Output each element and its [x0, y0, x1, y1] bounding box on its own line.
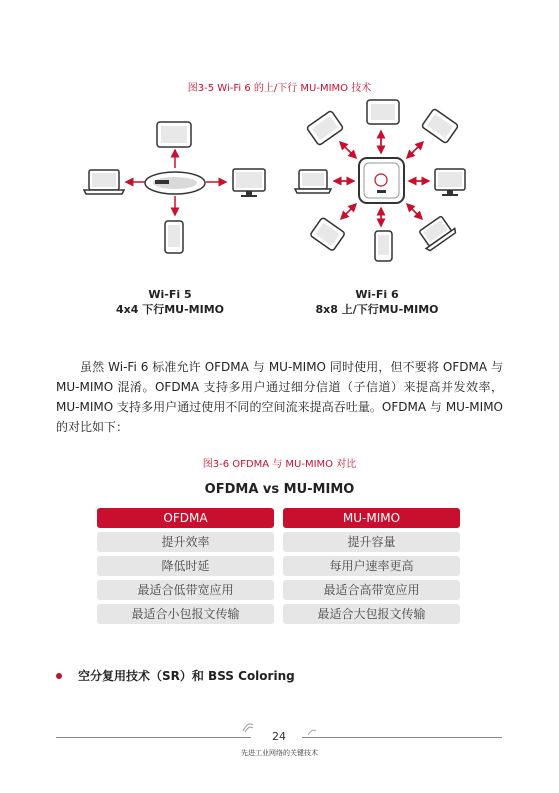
wifi6-laptop-bottomright-icon [416, 214, 457, 252]
wifi5-caption-line1: Wi-Fi 5 [148, 288, 192, 301]
comparison-heading: OFDMA vs MU-MIMO [204, 482, 355, 497]
mumimo-item: 最适合大包报文传输 [283, 604, 460, 624]
figure-3-5-title: 图3-5 Wi-Fi 6 的上/下行 MU-MIMO 技术 [187, 83, 372, 94]
wifi5-tablet-icon [157, 122, 191, 147]
wifi6-phone-bottom-icon [375, 231, 392, 261]
footer-divider-left [56, 737, 251, 738]
wifi6-diagram [295, 100, 465, 261]
wifi6-tablet-topleft-icon [306, 110, 343, 145]
mumimo-item: 提升容量 [283, 532, 460, 552]
wifi6-access-point-icon [359, 158, 404, 203]
mumimo-item: 最适合高带宽应用 [283, 580, 460, 600]
mumimo-item: 每用户速率更高 [283, 556, 460, 576]
mumimo-header: MU-MIMO [283, 508, 460, 528]
wifi5-access-point-icon [145, 172, 205, 194]
ofdma-header: OFDMA [97, 508, 274, 528]
figure-3-6-title: 图3-6 OFDMA 与 MU-MIMO 对比 [202, 459, 357, 470]
wifi6-tablet-top-icon [367, 100, 399, 124]
bullet-item [56, 667, 295, 684]
wifi6-tablet-topright-icon [421, 108, 458, 143]
bullet-text: 空分复用技术（SR）和 BSS Coloring [78, 669, 295, 683]
wifi5-caption-line2: 4x4 下行MU-MIMO [115, 303, 224, 316]
body-paragraph-text: 虽然 Wi-Fi 6 标准允许 OFDMA 与 MU-MIMO 同时使用，但不要将 OFDMA 与 MU-MIMO 混淆。OFDMA 支持多用户通过细分信道（子信道）来提高并发效率，MU-MIMO 支持多用户通过使用不同的空间流来提高吞吐量。OFDMA 与 MU-MIMO 的对比如下： [56, 360, 503, 434]
wifi6-caption-line2: 8x8 上/下行MU-MIMO [315, 303, 439, 316]
mumimo-column [283, 508, 460, 628]
wifi5-diagram [84, 122, 265, 253]
ofdma-item: 提升效率 [97, 532, 274, 552]
footer-book-title: 先进工业网络的关键技术 [241, 749, 318, 757]
wifi5-phone-icon [165, 221, 183, 253]
footer-divider-right [302, 737, 502, 738]
ofdma-item: 最适合小包报文传输 [97, 604, 274, 624]
wifi5-monitor-icon [233, 169, 265, 197]
ofdma-column [97, 508, 274, 628]
footer-logo-left-icon [240, 719, 256, 735]
wifi6-tablet-bottomleft-icon [310, 217, 346, 251]
wifi6-caption [307, 287, 447, 317]
wifi6-monitor-right-icon [435, 169, 465, 196]
body-paragraph [56, 357, 503, 437]
bullet-dot-icon [56, 673, 62, 679]
wifi6-caption-line1: Wi-Fi 6 [355, 288, 399, 301]
mu-mimo-diagram [0, 95, 559, 285]
footer-logo-right-icon [306, 727, 318, 737]
wifi5-caption [110, 287, 230, 317]
ofdma-item: 最适合低带宽应用 [97, 580, 274, 600]
ofdma-item: 降低时延 [97, 556, 274, 576]
wifi6-laptop-left-icon [295, 170, 331, 193]
page-number: 24 [272, 730, 286, 743]
wifi5-laptop-left-icon [84, 170, 124, 194]
